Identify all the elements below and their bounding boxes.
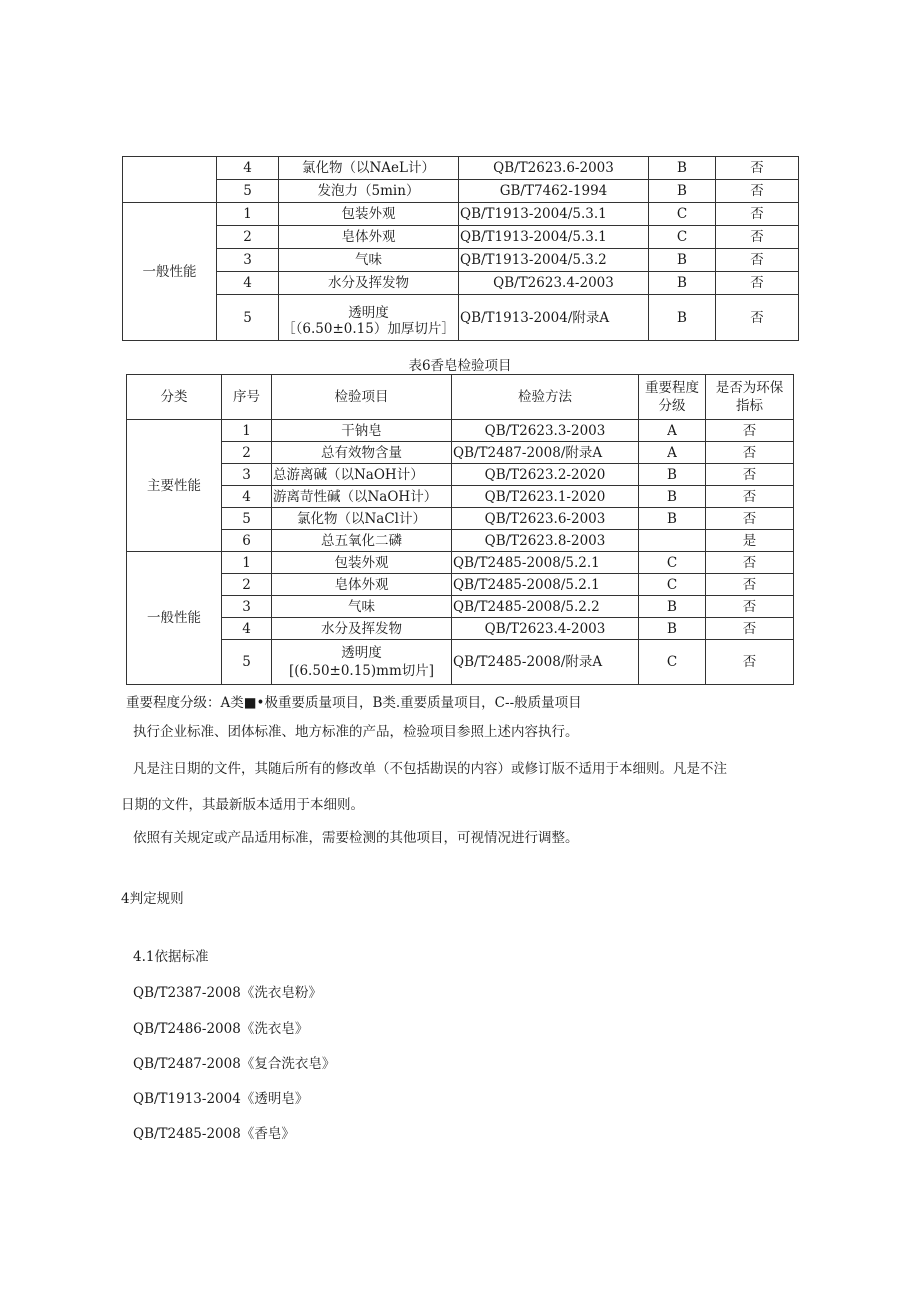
row-level: C: [649, 226, 716, 249]
header-level: [639, 375, 706, 420]
row-level: B: [639, 464, 706, 486]
paragraph-2-line-2: 日期的文件，其最新版本适用于本细则。: [121, 797, 364, 813]
standard-item: QB/T2487-2008《复合洗衣皂》: [133, 1056, 336, 1072]
table-row: [123, 272, 799, 295]
row-no: 4: [222, 486, 272, 508]
category-cell: 主要性能: [127, 420, 222, 552]
row-item: 包装外观: [279, 203, 459, 226]
row-no: 1: [222, 552, 272, 574]
row-no: 2: [222, 574, 272, 596]
header-no: 序号: [222, 375, 272, 420]
table-row: [123, 180, 799, 203]
row-env: 否: [716, 180, 799, 203]
standard-item: QB/T2486-2008《洗衣皂》: [133, 1021, 309, 1037]
header-level-line2: 分级: [658, 398, 686, 414]
row-level: B: [649, 157, 716, 180]
row-item: 总游离碱（以NaOH计）: [272, 464, 452, 486]
row-level: B: [639, 596, 706, 618]
row-no: 4: [222, 618, 272, 640]
row-method: QB/T2485-2008/5.2.1: [452, 552, 639, 574]
header-level-line1: 重要程度: [645, 380, 699, 396]
row-level: C: [639, 552, 706, 574]
row-item: 总有效物含量: [272, 442, 452, 464]
row-method: QB/T2485-2008/附录A: [452, 640, 639, 685]
row-no: 5: [217, 180, 279, 203]
row-level: B: [649, 180, 716, 203]
row-item: 皂体外观: [279, 226, 459, 249]
table-row: [127, 464, 794, 486]
table-row: [127, 618, 794, 640]
row-item: 水分及挥发物: [272, 618, 452, 640]
row-no: 5: [217, 295, 279, 341]
table-row: [127, 486, 794, 508]
row-no: 1: [217, 203, 279, 226]
table-caption: 表6香皂检验项目: [408, 358, 512, 374]
row-method: QB/T2487-2008/附录A: [452, 442, 639, 464]
section-heading: 4判定规则: [121, 891, 184, 907]
row-env: 否: [716, 272, 799, 295]
item-line1: 透明度: [348, 304, 389, 321]
item-line2: [(6.50±0.15)mm切片]: [288, 663, 435, 679]
paragraph-1: 执行企业标准、团体标准、地方标准的产品，检验项目参照上述内容执行。: [133, 724, 579, 740]
row-env: 否: [706, 508, 794, 530]
row-level: A: [639, 442, 706, 464]
row-env: 否: [706, 574, 794, 596]
row-no: 5: [222, 508, 272, 530]
category-cell-empty: [123, 157, 217, 203]
table-row: [127, 420, 794, 442]
row-level: C: [639, 640, 706, 685]
standard-item: QB/T2485-2008《香皂》: [133, 1126, 295, 1142]
table-row: [123, 226, 799, 249]
row-method: GB/T7462-1994: [459, 180, 649, 203]
row-no: 3: [222, 464, 272, 486]
row-method: QB/T1913-2004/5.3.2: [459, 249, 649, 272]
table-row: [127, 640, 794, 685]
row-no: 2: [217, 226, 279, 249]
table-row: [127, 530, 794, 552]
row-level: B: [639, 486, 706, 508]
row-item: [272, 640, 452, 685]
row-no: 4: [217, 272, 279, 295]
row-env: 否: [706, 596, 794, 618]
row-level: B: [639, 618, 706, 640]
row-no: 6: [222, 530, 272, 552]
row-env: 否: [716, 157, 799, 180]
category-cell: 一般性能: [127, 552, 222, 685]
row-level: B: [639, 508, 706, 530]
header-env-line2: 指标: [736, 398, 763, 414]
table-row: [127, 442, 794, 464]
row-method: QB/T2623.2-2020: [452, 464, 639, 486]
row-no: 3: [222, 596, 272, 618]
row-method: QB/T2623.4-2003: [459, 272, 649, 295]
table-row: [127, 596, 794, 618]
row-method: QB/T2623.1-2020: [452, 486, 639, 508]
header-item: 检验项目: [272, 375, 452, 420]
row-env: 否: [706, 640, 794, 685]
row-env: 否: [706, 464, 794, 486]
standard-item: QB/T2387-2008《洗衣皂粉》: [133, 985, 322, 1001]
row-method: QB/T2623.6-2003: [459, 157, 649, 180]
paragraph-2-line-1: 凡是注日期的文件，其随后所有的修改单（不包括勘误的内容）或修订版不适用于本细则。凡是不注: [133, 761, 727, 777]
row-level: B: [649, 272, 716, 295]
standard-item: QB/T1913-2004《透明皂》: [133, 1091, 309, 1107]
row-env: 否: [706, 618, 794, 640]
header-category: 分类: [127, 375, 222, 420]
row-no: 1: [222, 420, 272, 442]
row-item: 气味: [272, 596, 452, 618]
row-method: QB/T2623.8-2003: [452, 530, 639, 552]
row-method: QB/T1913-2004/5.3.1: [459, 226, 649, 249]
row-item: 气味: [279, 249, 459, 272]
row-item: 发泡力（5min）: [279, 180, 459, 203]
importance-note: 重要程度分级：A类■•极重要质量项目，B类.重要质量项目，C--般质量项目: [126, 695, 582, 711]
row-no: 5: [222, 640, 272, 685]
row-env: 否: [706, 420, 794, 442]
row-level: C: [639, 574, 706, 596]
continuation-table: [122, 156, 799, 341]
category-cell: 一般性能: [123, 203, 217, 341]
table-row: [123, 157, 799, 180]
row-item: 皂体外观: [272, 574, 452, 596]
row-env: 是: [706, 530, 794, 552]
row-env: 否: [706, 552, 794, 574]
table-row: [127, 552, 794, 574]
row-no: 4: [217, 157, 279, 180]
row-item: [279, 295, 459, 341]
header-method: 检验方法: [452, 375, 639, 420]
row-item: 游离苛性碱（以NaOH计）: [272, 486, 452, 508]
row-env: 否: [716, 295, 799, 341]
header-env: [706, 375, 794, 420]
row-level: [639, 530, 706, 552]
row-method: QB/T2485-2008/5.2.2: [452, 596, 639, 618]
table6: [126, 374, 794, 685]
row-level: B: [649, 295, 716, 341]
item-line1: 透明度: [341, 645, 382, 661]
row-item: 干钠皂: [272, 420, 452, 442]
item-line2: ［（6.50±0.15）加厚切片］: [282, 320, 455, 335]
row-method: QB/T2623.4-2003: [452, 618, 639, 640]
row-no: 3: [217, 249, 279, 272]
row-item: 氯化物（以NAeL计）: [279, 157, 459, 180]
row-method: QB/T2623.6-2003: [452, 508, 639, 530]
table-row: [127, 574, 794, 596]
row-method: QB/T2623.3-2003: [452, 420, 639, 442]
row-item: 氯化物（以NaCl计）: [272, 508, 452, 530]
table-row: [123, 203, 799, 226]
row-item: 总五氧化二磷: [272, 530, 452, 552]
row-level: C: [649, 203, 716, 226]
row-item: 水分及挥发物: [279, 272, 459, 295]
row-method: QB/T1913-2004/附录A: [459, 295, 649, 341]
row-level: A: [639, 420, 706, 442]
row-env: 否: [716, 249, 799, 272]
row-item: 包装外观: [272, 552, 452, 574]
table-row: [123, 295, 799, 341]
row-env: 否: [716, 226, 799, 249]
paragraph-3: 依照有关规定或产品适用标准，需要检测的其他项目，可视情况进行调整。: [133, 830, 579, 846]
table-row: [127, 508, 794, 530]
row-method: QB/T1913-2004/5.3.1: [459, 203, 649, 226]
row-method: QB/T2485-2008/5.2.1: [452, 574, 639, 596]
row-env: 否: [706, 486, 794, 508]
row-no: 2: [222, 442, 272, 464]
row-env: 否: [716, 203, 799, 226]
table-header-row: [127, 375, 794, 420]
table-row: [123, 249, 799, 272]
subsection-heading: 4.1依据标准: [133, 949, 209, 965]
row-env: 否: [706, 442, 794, 464]
row-level: B: [649, 249, 716, 272]
header-env-line1: 是否为环保: [715, 380, 784, 396]
